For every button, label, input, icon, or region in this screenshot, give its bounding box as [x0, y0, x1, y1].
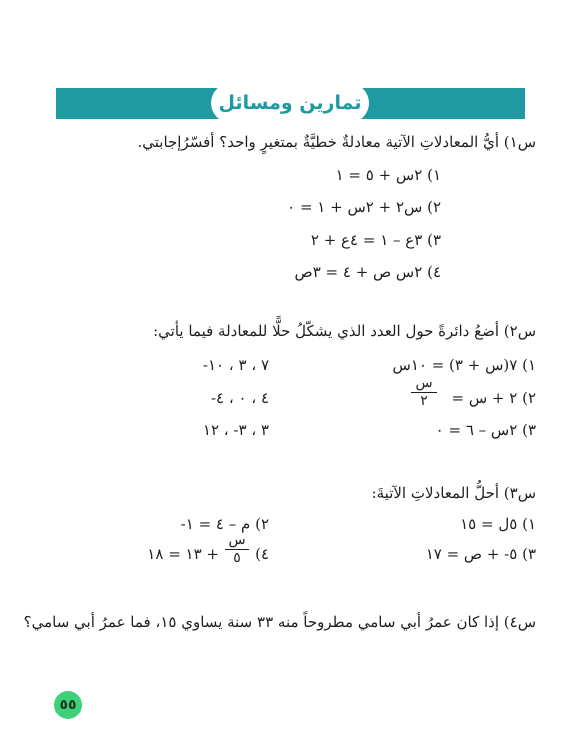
- q2-equation-2-fraction: [411, 376, 437, 409]
- q1-prompt: س١) أيُّ المعادلاتِ الآتية معادلةٌ خطيَّةٌ بمتغيرٍ واحد؟ أفسّرُإجابتي.: [137, 133, 536, 151]
- q3-item-3: ٣) ٥- + ص = ١٧: [425, 545, 536, 563]
- fraction-denominator: ٢: [420, 393, 428, 409]
- section-title: تمارين ومسائل: [211, 83, 369, 123]
- q3-item-1: ١) ٥ل = ١٥: [460, 515, 536, 533]
- q1-item-2: ٢) س٢ + ٢س + ١ = ٠: [287, 198, 441, 216]
- fraction-numerator: س: [228, 532, 246, 548]
- q1-item-1: ١) ٢س + ٥ = ١: [335, 166, 441, 184]
- q2-prompt: س٢) أضعُ دائرةً حول العدد الذي يشكّلُ حلًّا للمعادلة فيما يأتي:: [153, 322, 536, 340]
- fraction-denominator: ٥: [233, 550, 241, 566]
- q3-item-2: ٢) م – ٤ = ١-: [180, 515, 269, 533]
- page-number-badge: ٥٥: [54, 691, 82, 719]
- q3-item-4-prefix: ٤): [255, 545, 269, 563]
- q2-options-2: ٤ ، ٠ ، ٤-: [210, 389, 269, 407]
- q2-options-1: ٧ ، ٣ ، ١٠-: [202, 356, 269, 374]
- q2-options-3: ٣ ، ٣- ، ١٢: [202, 421, 269, 439]
- q2-equation-1: ١) ٧(س + ٣) = ١٠س: [392, 356, 536, 374]
- q2-equation-3: ٣) ٢س – ٦ = ٠: [435, 421, 536, 439]
- q3-prompt: س٣) أحلُّ المعادلاتِ الآتيةَ:: [371, 484, 536, 502]
- q1-item-3: ٣) ٣ع – ١ = ٤ع + ٢: [310, 231, 441, 249]
- q2-equation-2-prefix: ٢) ٢ + س =: [451, 389, 536, 407]
- q1-item-4: ٤) ٢س ص + ٤ = ٣ص: [294, 263, 441, 281]
- q3-item-4-suffix: + ١٣ = ١٨: [147, 545, 219, 563]
- q3-item-4-fraction: [225, 533, 249, 566]
- q4-prompt: س٤) إذا كان عمرُ أبي سامي مطروحاً منه ٣٣ سنة يساوي ١٥، فما عمرُ أبي سامي؟: [23, 613, 536, 631]
- fraction-numerator: س: [415, 375, 433, 391]
